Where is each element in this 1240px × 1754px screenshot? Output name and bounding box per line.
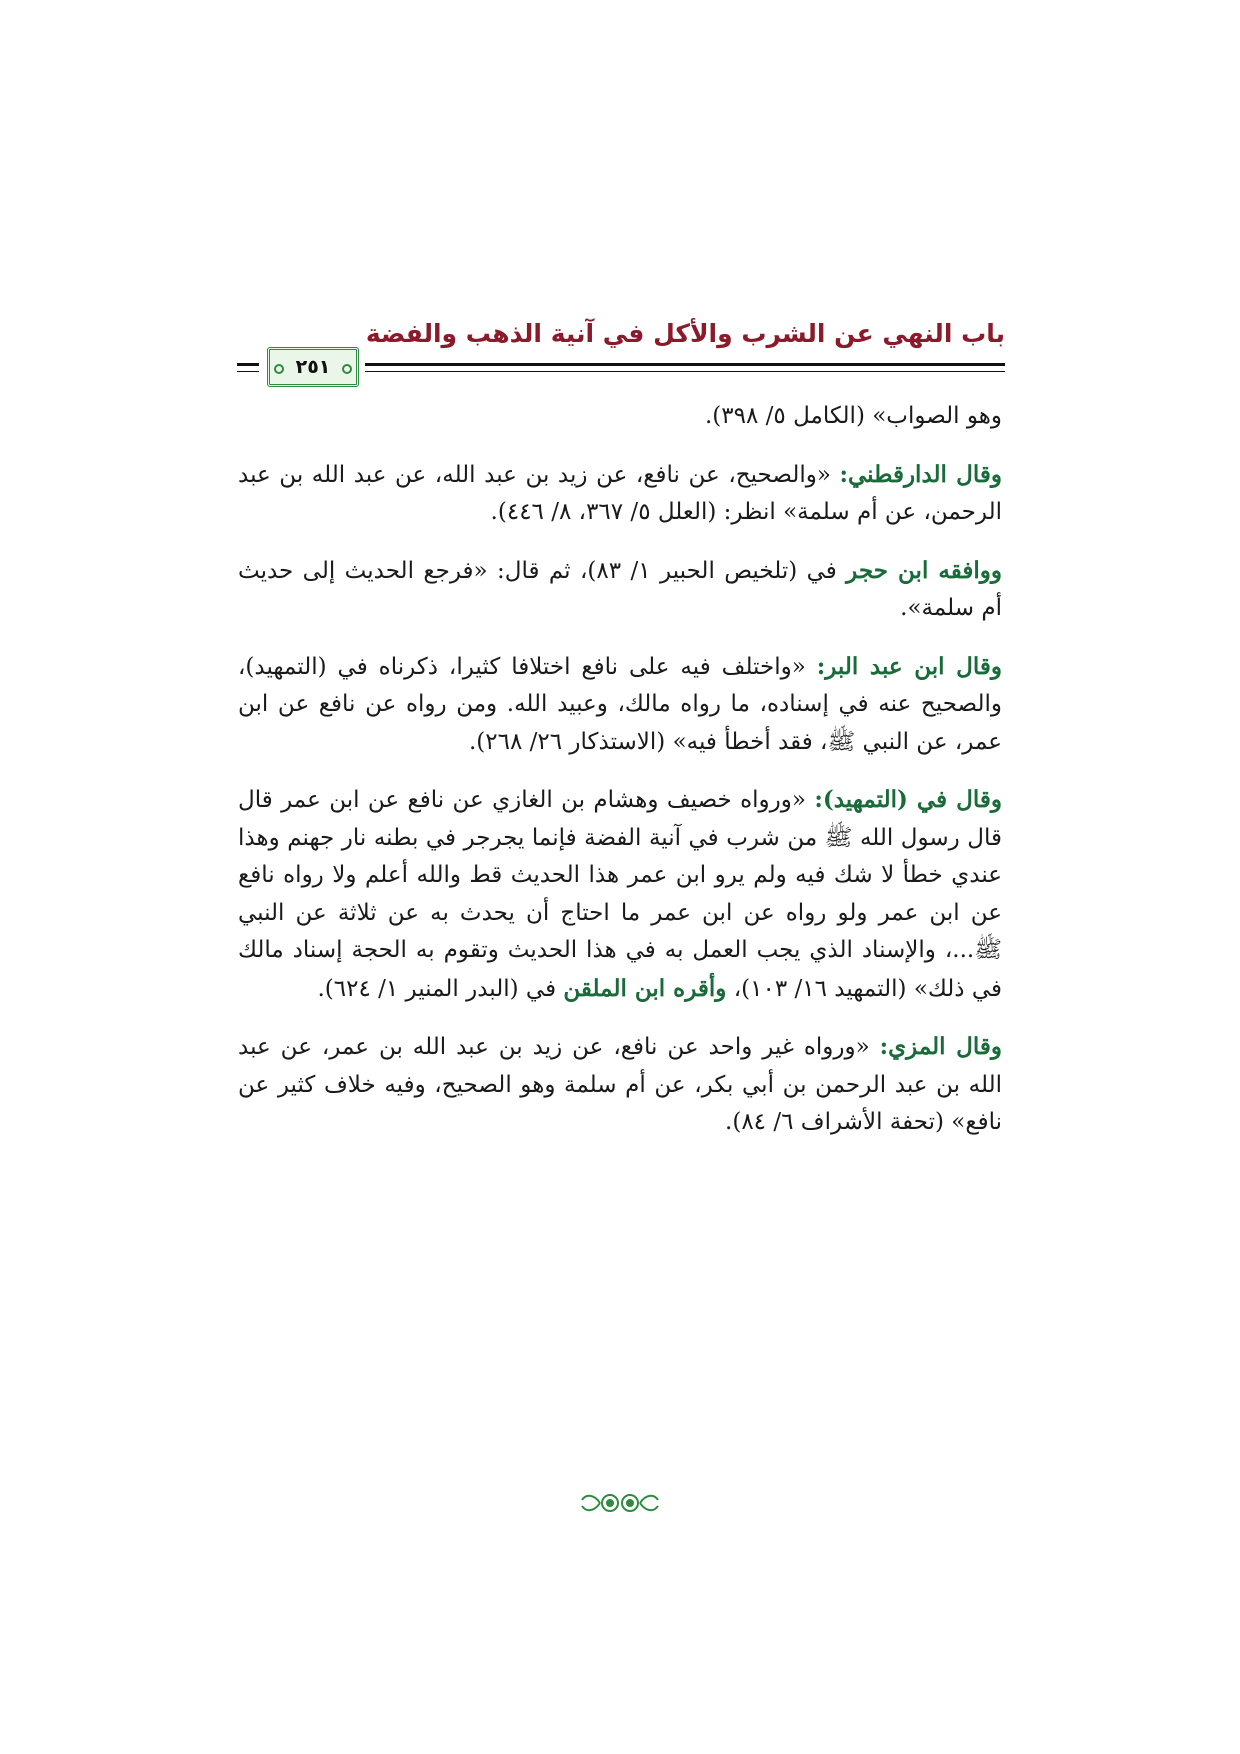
page-number: ٢٥١ — [295, 356, 331, 378]
page-body — [238, 398, 1002, 1162]
header-rule — [365, 363, 1005, 366]
paragraph-2 — [238, 456, 1002, 532]
header-rule-left — [237, 363, 259, 366]
narrator-name: وقال ابن عبد البر: — [816, 652, 1002, 680]
narrator-name: ووافقه ابن حجر — [846, 556, 1002, 584]
floral-divider-svg — [570, 1488, 670, 1518]
paragraph-text: في (تلخيص الحبير ١/ ٨٣)، ثم قال: «فرجع الحديث إلى حديث أم سلمة». — [238, 557, 1002, 621]
narrator-name: وقال المزي: — [879, 1033, 1002, 1060]
narrator-name: وقال الدارقطني: — [839, 460, 1003, 488]
page-header — [237, 315, 1005, 387]
paragraph-text: وهو الصواب» (الكامل ٥/ ٣٩٨). — [705, 403, 1002, 429]
paragraph-text: «ورواه خصيف وهشام بن الغازي عن نافع عن ابن عمر قال قال رسول الله ﷺ من شرب في آنية الفضة فإنما يجرجر في بطنه نار جهنم وهذا عندي خطأ لا شك فيه ولم يرو ابن عمر هذا الحديث قط والله أعلم ولا رواه نافع عن ابن عمر ولو رواه عن ابن عمر ما احتاج أن يحدث به عن ثلاثة عن النبي ﷺ...، والإسناد الذي يجب العمل به في هذا الحديث وتقوم به الحجة إسناد مالك في ذلك» (التمهيد ١٦/ ١٠٣)، — [238, 787, 1002, 1002]
paragraph-text: «واختلف فيه على نافع اختلافا كثيرا، ذكرناه في (التمهيد)، والصحيح عنه في إسناده، ما رواه مالك، وعبيد الله. ومن رواه عن نافع عن ابن عمر، عن النبي ﷺ، فقد أخطأ فيه» (الاستذكار ٢٦/ ٢٦٨). — [238, 653, 1002, 755]
header-rule-left-thin — [237, 371, 259, 372]
paragraph-3 — [238, 552, 1002, 628]
paragraph-text-2: في (البدر المنير ١/ ٦٢٤). — [317, 975, 564, 1002]
narrator-name: وقال في (التمهيد): — [814, 786, 1002, 813]
paragraph-text: «ورواه غير واحد عن نافع، عن زيد بن عبد الله بن عمر، عن عبد الله بن عبد الرحمن بن أبي بكر، عن أم سلمة وهو الصحيح، وفيه خلاف كثير عن نافع» (تحفة الأشراف ٦/ ٨٤). — [238, 1034, 1002, 1135]
floral-divider-icon — [570, 1488, 670, 1518]
chapter-title: باب النهي عن الشرب والأكل في آنية الذهب والفضة — [365, 319, 1005, 348]
paragraph-5 — [238, 781, 1002, 1008]
paragraph-6 — [238, 1028, 1002, 1142]
narrator-name-2: وأقره ابن الملقن — [563, 974, 727, 1002]
paragraph-text: «والصحيح، عن نافع، عن زيد بن عبد الله، عن عبد الله بن عبد الرحمن، عن أم سلمة» انظر: (العلل ٥/ ٣٦٧، ٨/ ٤٤٦). — [238, 461, 1002, 525]
header-rule-thin — [365, 371, 1005, 372]
page-number-badge — [267, 347, 359, 387]
paragraph-4 — [238, 648, 1002, 762]
paragraph-1 — [238, 398, 1002, 436]
